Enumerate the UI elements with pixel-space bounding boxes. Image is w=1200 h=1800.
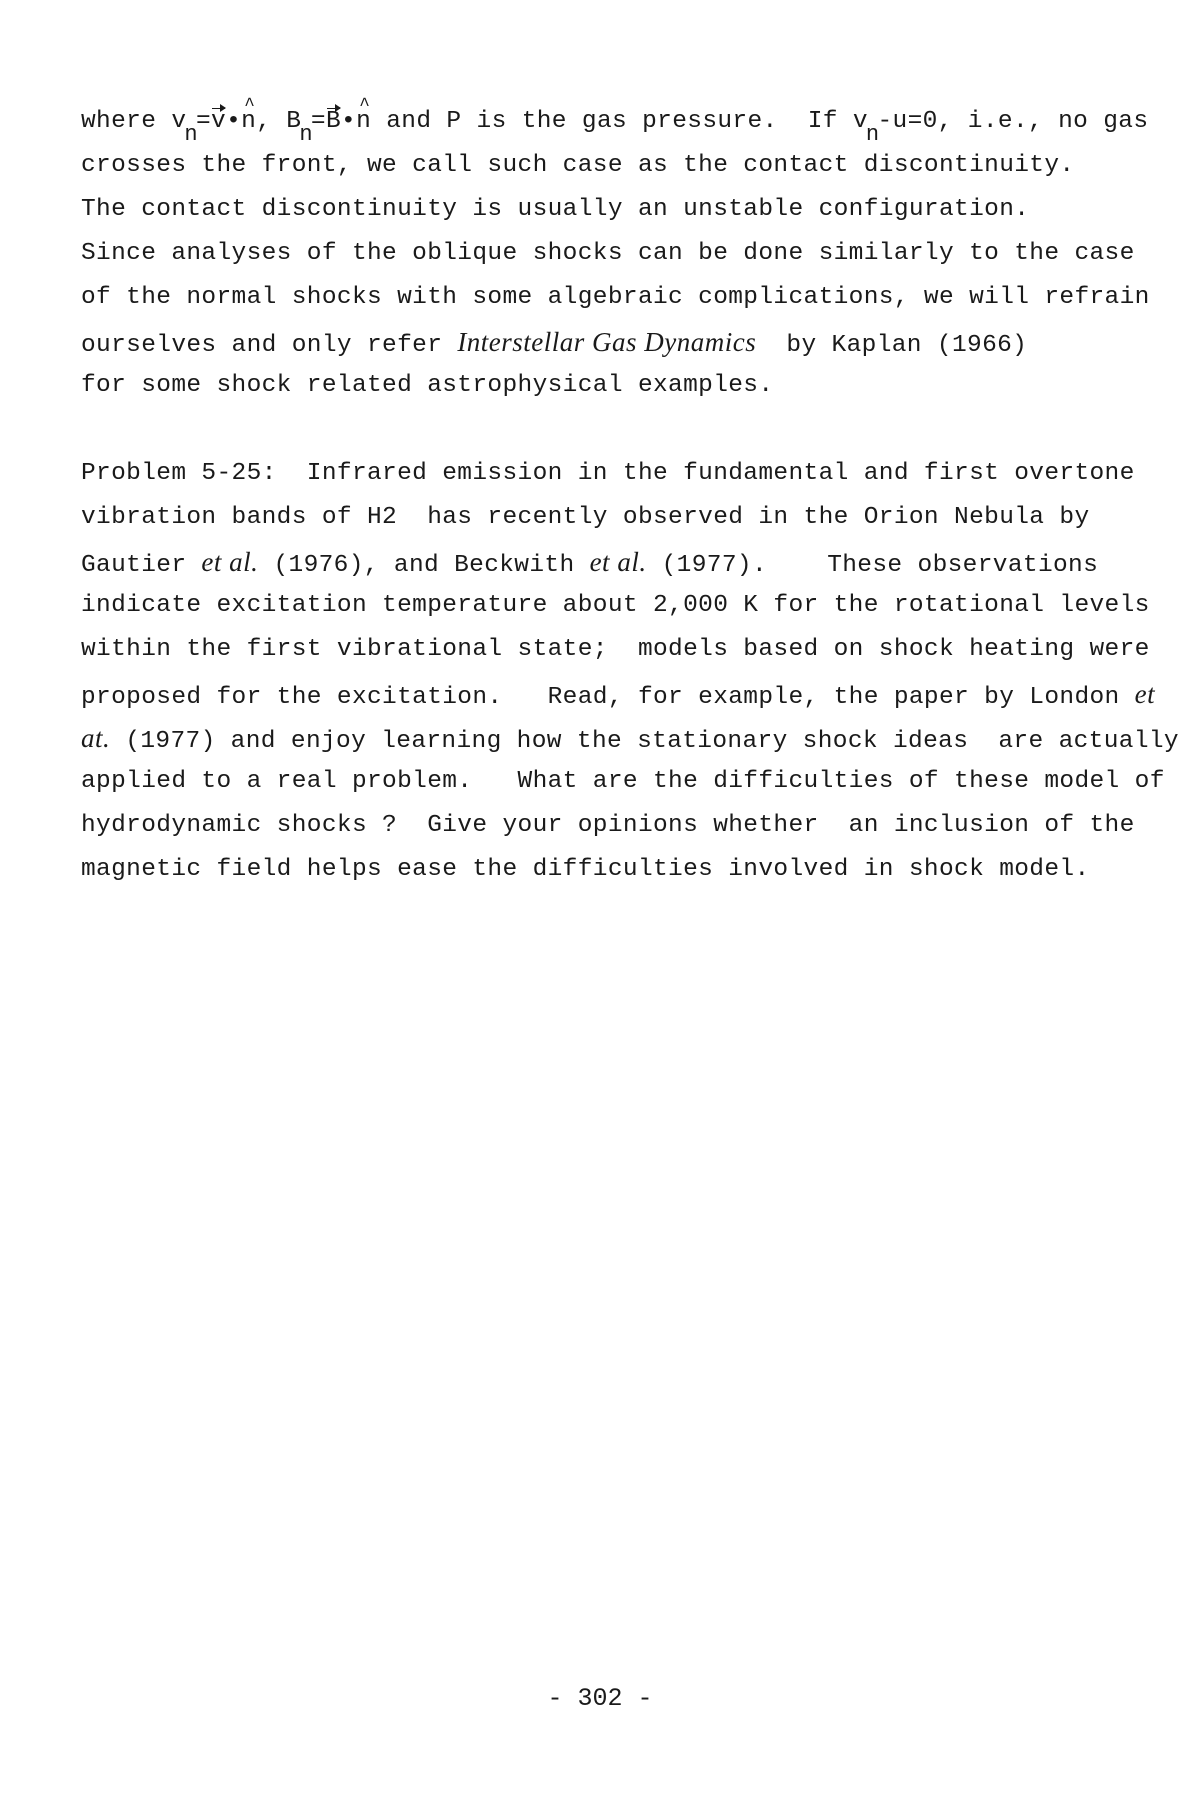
problem-line-6: proposed for the excitation. Read, for example, the paper by London et (81, 679, 1156, 711)
intro-line-2: crosses the front, we call such case as the contact discontinuity. (81, 152, 1075, 179)
intro-line-4: Since analyses of the oblique shocks can be done similarly to the case (81, 240, 1135, 267)
book-title: Interstellar Gas Dynamics (457, 327, 757, 357)
unit-normal-n: ^ n (241, 107, 256, 137)
problem-line-1: Problem 5-25: Infrared emission in the fundamental and first overtone (81, 460, 1135, 487)
vector-b: B (325, 108, 342, 135)
unit-normal-n: ^ n (356, 107, 371, 137)
problem-line-8: applied to a real problem. What are the difficulties of these model of (81, 768, 1165, 795)
problem-line-4: indicate excitation temperature about 2,000 K for the rotational levels (81, 592, 1150, 619)
vector-v: v (211, 108, 227, 135)
problem-line-5: within the first vibrational state; models based on shock heating were (81, 636, 1150, 663)
problem-line-9: hydrodynamic shocks ? Give your opinions whether an inclusion of the (81, 812, 1135, 839)
intro-line-1: where vn=v•^ n, Bn=B•^ n and P is the gas pressure. If vn-u=0, i.e., no gas (81, 107, 1148, 137)
intro-line-7: for some shock related astrophysical examples. (81, 372, 774, 399)
problem-line-7: at. (1977) and enjoy learning how the stationary shock ideas are actually (81, 723, 1179, 755)
page-number: - 302 - (547, 1684, 653, 1713)
problem-line-10: magnetic field helps ease the difficulties involved in shock model. (81, 856, 1090, 883)
problem-line-3: Gautier et al. (1976), and Beckwith et al. (1977). These observations (81, 547, 1099, 579)
intro-line-3: The contact discontinuity is usually an unstable configuration. (81, 196, 1030, 223)
intro-line-6: ourselves and only refer Interstellar Gas Dynamics by Kaplan (1966) (81, 327, 1028, 359)
problem-line-2: vibration bands of H2 has recently observed in the Orion Nebula by (81, 504, 1090, 531)
intro-line-5: of the normal shocks with some algebraic complications, we will refrain (81, 284, 1150, 311)
